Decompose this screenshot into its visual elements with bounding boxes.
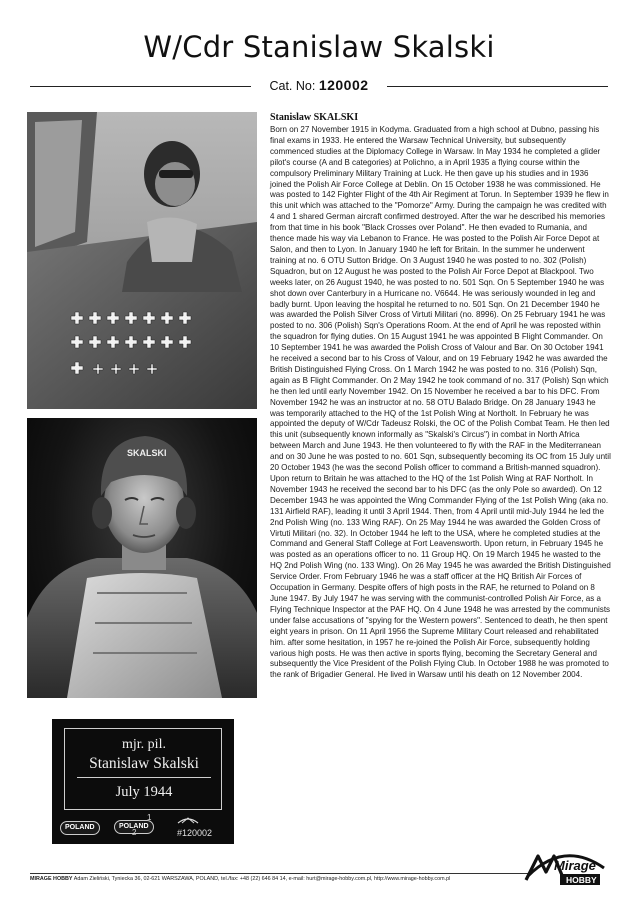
page-title: W/Cdr Stanislaw Skalski	[143, 30, 495, 64]
footer-contact	[30, 876, 550, 882]
footer-brand: MIRAGE HOBBY	[30, 876, 73, 882]
plaque-number-1: 1	[147, 813, 152, 822]
plaque-catalog-number: #120002	[177, 828, 213, 838]
mirage-mini-logo-icon	[177, 815, 199, 825]
nameplate-plaque	[52, 719, 234, 844]
plaque-name: Stanislaw Skalski	[89, 755, 199, 772]
cockpit-photo	[27, 112, 257, 409]
plaque-divider	[77, 777, 211, 778]
plaque-number-2: 2	[132, 828, 137, 837]
logo-word-mirage: Mirage	[554, 858, 596, 873]
bust-figure-image	[27, 418, 257, 698]
helmet-name-text: SKALSKI	[127, 448, 167, 458]
poland-badge-right: POLAND	[114, 820, 154, 834]
logo-word-hobby: HOBBY	[566, 875, 597, 885]
plaque-date: July 1944	[115, 784, 173, 800]
cockpit-photo-image	[27, 112, 257, 409]
poland-badge-left: POLAND	[60, 821, 100, 835]
catalog-value: 120002	[318, 77, 369, 93]
footer-address: Adam Zieliński, Tyniecka 36, 02-621 WARSZAWA, POLAND, tel./fax: +48 (22) 646 84 14, e-mail: hurt@mirage-hobby.com.pl, http://www.mirage-hobby.com.pl	[73, 876, 451, 882]
bio-text: Born on 27 November 1915 in Kodyma. Graduated from a high school at Dubno, passing his final exams in 1933. He entered the Warsaw Technical University, but subsequently commenced studies at the Diplomacy College in Warsaw. In May 1934 he completed a glider pilot's course (A and B categories) at Polichno, a in April 1935 a flying course within the compulsory Preliminary Military Training at Luck. He then gave up his studies and in 1936 joined the Polish Air Force College at Deblin. On 15 October 1938 he was commissioned. He was posted to 142 Fighter Flight of the 4th Air Regiment at Torun. In September 1939 he flew in this unit which was attached to the "Pomorze" Army. During the campaign he was credited with 4 and 1 shared German aircraft confirmed destroyed. After the war he described his memories from that time in his book "Black Crosses over Poland". He then evaded to Rumania, and thence made his way via Lebanon to France. He was posted to the Polish Air Force Depot at Salon, and then to Lyon. In January 1940 he left for Britain. In the summer he underwent training at no. 6 OTU Sutton Bridge. On 3 August 1940 he was posted to no. 302 (Polish) Squadron, but on 12 August he was posted to the Polish Air Force Depot at Blackpool. Two weeks later, on 26 August 1940, he was posted to no. 501 Sqn. On 5 September 1940 he was shot down over Canterbury in a Hurricane no. V6644. He was seriously wounded in leg and badly burnt. Upon leaving the hospital he returned to no. 501 Sqn. On 21 December 1940 he was awarded the Polish Silver Cross of Virtuti Militari (no. 8996). On 25 February 1941 he was posted to no. 306 (Polish) Sqn's Operations Room. At the end of April he was reposted within the squadron for flying duties. On 15 August 1941 he was appointed B Flight Commander. On 10 September 1941 he was awarded the Polish Cross of Valour and Bar. On 30 October 1941 he received a second bar to his Cross of Valour, and on 19 February 1942 he was awarded the British Distinguished Flying Cross. On 1 March 1942 he was posted to no. 316 (Polish) Sqn, again as B Flight Commander. On 2 May 1942 he took command of no. 317 (Polish) Sqn which he then led until early November 1942. On 15 November he received a bar to his DFC. From November 1942 he was an instructor at no. 58 OTU Balado Bridge. On 28 January 1943 he was temporarily attached to the HQ of the 1st Polish Wing at Northolt. In February he was appointed the deputy of W/Cdr Tadeusz Rolski, the OC of the Polish Combat Team. He then led this unit (subsequently known informally as "Skalski's Circus") in combat in North Africa between March and June 1943. He then volunteered to fly with the RAF in the Mediterranean and on 30 June he was posted to no. 601 Sqn, subsequently becoming its OC from 15 July until 20 October 1943 (he was the second Polish officer to command a British-manned squadron). Upon return to Britain he was attached to the HQ of the 1st Polish Wing at RAF Northolt. In November 1943 he received the second bar to his DFC (as the only Pole so awarded). On 12 December 1943 he was appointed the Wing Commander Flying of the 1st Polish Wing (aka no. 131 Airfield RAF), leading it until 3 April 1944. Then, from 4 April until mid-July 1944 he led the 2nd Polish Wing (no. 133 Wing RAF). On 25 May 1944 he was awarded the Golden Cross of Virtuti Militari (no. 32). In October 1944 he left to the USA, where he completed studies at the Command and General Staff College at Fort Leavensworth. Upon return, in February 1945 he was posted as an operations officer to no. 11 Group HQ. On 19 March 1945 he wasted to the HQ 2nd Polish Wing (no. 133 Wing). On 26 May 1945 he was awarded the British Distinguished Service Order. From February 1946 he was a staff officer at the HQ British Air Forces of Occupation in Germany. Despite offers of high posts in the RAF, he returned to Poland on 8 June 1947. By July 1947 he was serving with the communist-controlled Polish Air Force, as a Flying Technique Inspector at the PAF HQ. On 4 June 1948 he was arrested by the communists under false accusations of "spying for the Western powers". Sentenced to death, he then spent eight years in prison. On 11 April 1956 the Supreme Military Court released and rehabilitated him. after some hesitation, in 1957 he re-joined the Polish Air Force, subsequently holding various high posts. He was then active in sports flying, becoming the Secretary General and subsequently the Vice President of the Polish Flying Club. In October 1988 he was promoted to the rank of Brigadier General. He lived in Warsaw until his death on 12 November 2004.	[270, 125, 611, 680]
bust-photo	[27, 418, 257, 698]
plaque-rank: mjr. pil.	[122, 737, 166, 752]
footer-divider	[30, 873, 530, 874]
mirage-hobby-logo-icon	[524, 846, 608, 888]
catalog-number	[251, 77, 387, 97]
catalog-label: Cat. No:	[269, 79, 316, 93]
plaque-frame	[64, 728, 222, 810]
bio-heading: Stanislaw SKALSKI	[270, 112, 359, 123]
